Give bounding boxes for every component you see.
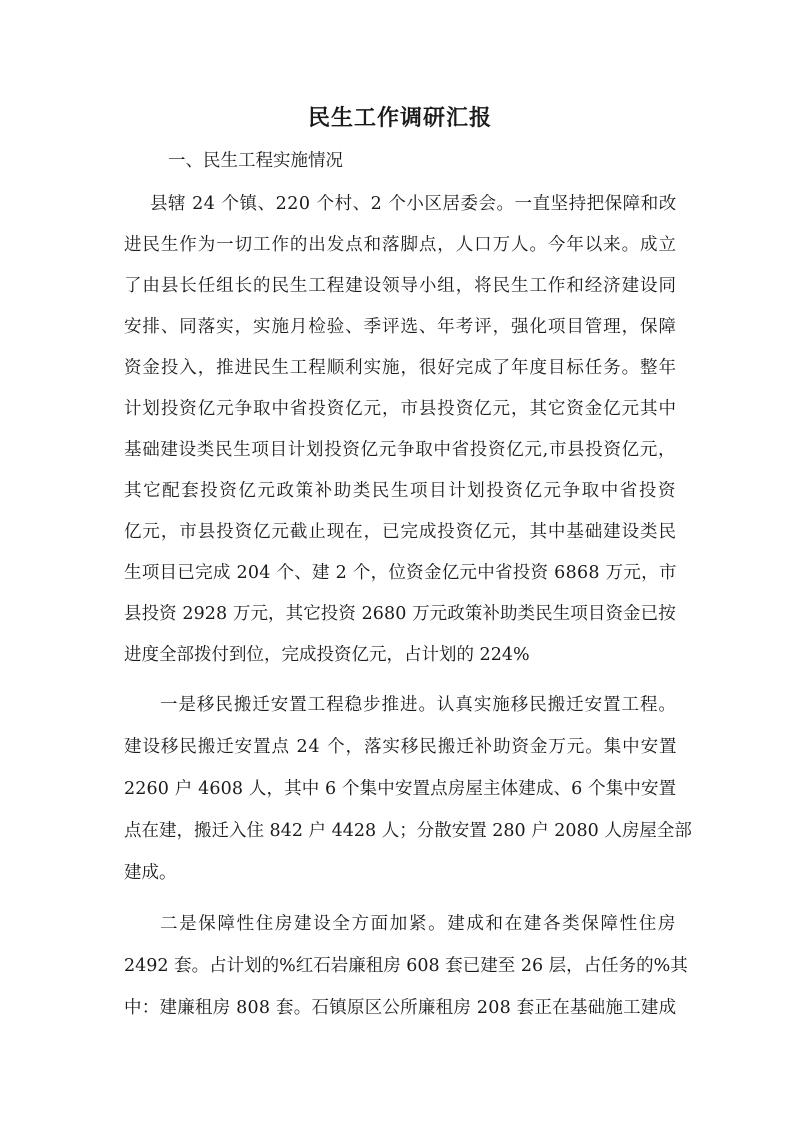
paragraph-line: 计划投资亿元争取中省投资亿元，市县投资亿元，其它资金亿元其中 [124,399,677,419]
paragraph-line: 县投资 2928 万元，其它投资 2680 万元政策补助类民生项目资金已按 [124,604,676,624]
paragraph-line: 2260 户 4608 人，其中 6 个集中安置点房屋主体建成、6 个集中安置 [124,779,677,799]
paragraph-line: 2492 套。占计划的%红石岩廉租房 608 套已建至 26 层，占任务的%其 [124,956,688,976]
paragraph-line: 生项目已完成 204 个、建 2 个，位资金亿元中省投资 6868 万元，市 [124,563,677,583]
paragraph-line: 点在建，搬迁入住 842 户 4428 人；分散安置 280 户 2080 人房屋全部 [124,821,692,841]
paragraph-line: 资金投入，推进民生工程顺利实施，很好完成了年度目标任务。整年 [124,358,677,378]
paragraph-line: 建成。 [124,863,177,883]
paragraph-line: 亿元，市县投资亿元截止现在，已完成投资亿元，其中基础建设类民 [124,522,677,542]
paragraph-line: 一是移民搬迁安置工程稳步推进。认真实施移民搬迁安置工程。 [160,695,677,715]
paragraph-line: 县辖 24 个镇、220 个村、2 个小区居委会。一直坚持把保障和改 [150,194,677,214]
paragraph-line: 了由县长任组长的民生工程建设领导小组，将民生工作和经济建设同 [124,276,677,296]
document-title: 民生工作调研汇报 [307,105,492,131]
paragraph-line: 其它配套投资亿元政策补助类民生项目计划投资亿元争取中省投资 [124,481,678,501]
paragraph-line: 进度全部拨付到位，完成投资亿元，占计划的 224% [124,645,530,665]
paragraph-line: 二是保障性住房建设全方面加紧。建成和在建各类保障性住房 [160,914,678,934]
paragraph-line: 中：建廉租房 808 套。石镇原区公所廉租房 208 套正在基础施工建成 [124,998,677,1018]
paragraph-line: 建设移民搬迁安置点 24 个，落实移民搬迁补助资金万元。集中安置 [124,737,678,757]
paragraph-line: 进民生作为一切工作的出发点和落脚点，人口万人。今年以来。成立 [124,235,677,255]
section-heading: 一、民生工程实施情况 [168,151,343,171]
paragraph-line: 基础建设类民生项目计划投资亿元争取中省投资亿元,市县投资亿元， [124,440,677,460]
paragraph-line: 安排、同落实，实施月检验、季评选、年考评，强化项目管理，保障 [124,317,677,337]
